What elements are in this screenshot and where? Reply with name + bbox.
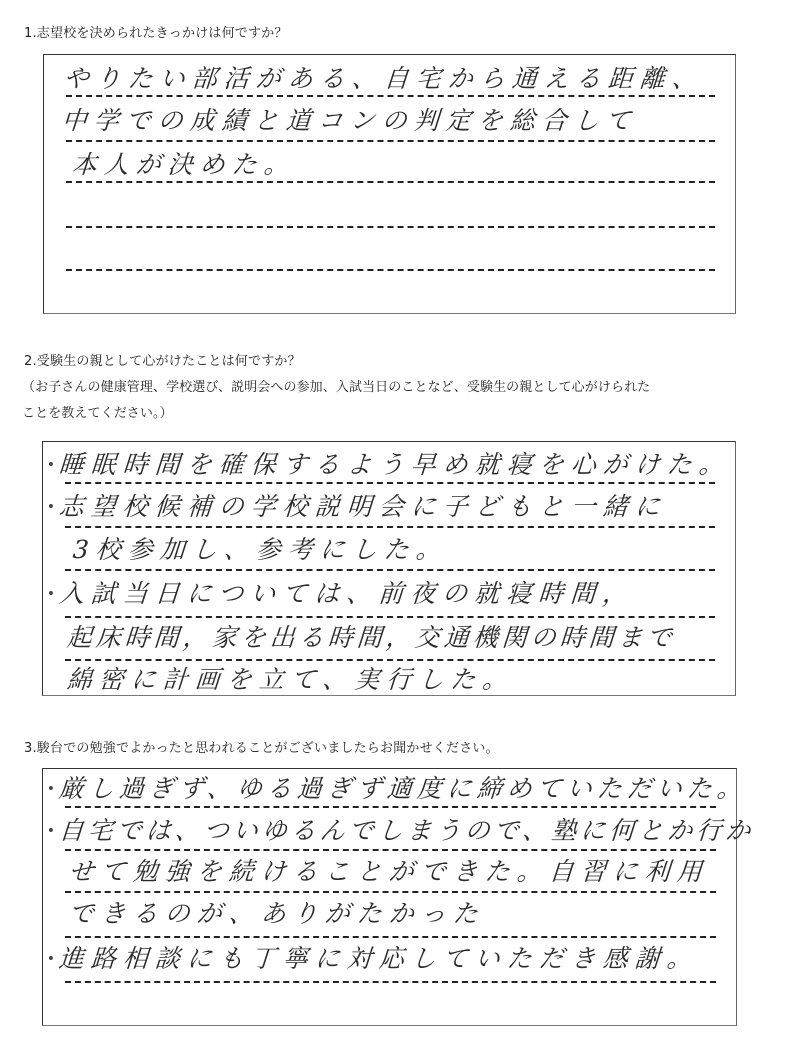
bullet-icon	[49, 504, 53, 508]
answer-3-line-5-text: 進路相談にも丁寧に対応していただき感謝。	[57, 944, 700, 973]
answer-box-3	[42, 768, 756, 1026]
dashed-rule	[65, 891, 716, 893]
answer-3-line-2-text: 自宅では、ついゆるんでしまうので、塾に何とか行か	[57, 816, 756, 845]
answer-box-2	[42, 441, 736, 696]
question-3-heading: 3.駿台での勉強でよかったと思われることがございましたらお聞かせください。	[24, 741, 499, 756]
answer-3-line-5	[48, 939, 701, 975]
answer-3-line-2	[48, 811, 756, 847]
dashed-rule	[66, 95, 715, 97]
bullet-icon	[49, 956, 53, 960]
answer-2-line-3: 3校参加し、参考にした。	[71, 535, 449, 564]
answer-3-line-4: できるのが、ありがたかった	[67, 899, 486, 928]
dashed-rule	[66, 181, 715, 183]
question-2-subtext-line-2: ことを教えてください。）	[22, 406, 173, 421]
dashed-rule	[65, 482, 715, 484]
dashed-rule	[66, 140, 715, 142]
question-2-subtext-line-1: （お子さんの健康管理、学校選び、説明会への参加、入試当日のことなど、受験生の親として心がけられた	[22, 380, 651, 395]
dashed-rule	[65, 981, 716, 983]
answer-1-line-3: 本人が決めた。	[70, 150, 297, 179]
answer-box-1	[43, 54, 736, 314]
dashed-rule	[65, 849, 716, 851]
bullet-icon	[49, 786, 53, 790]
bullet-icon	[49, 591, 53, 595]
answer-2-line-4-text: 入試当日については、前夜の就寝時間，	[57, 579, 636, 608]
answer-2-line-1-text: 睡眠時間を確保するよう早め就寝を心がけた。	[57, 450, 732, 479]
answer-3-line-3: せて勉強を続けることができた。自習に利用	[67, 857, 710, 886]
answer-3-line-1	[48, 769, 749, 805]
bullet-icon	[49, 828, 53, 832]
answer-2-line-2-text: 志望校候補の学校説明会に子どもと一緒に	[57, 492, 668, 521]
dashed-rule	[65, 569, 715, 571]
question-1-heading: 1.志望校を決められたきっかけは何ですか？	[24, 26, 288, 41]
bullet-icon	[49, 462, 53, 466]
dashed-rule	[66, 269, 715, 271]
dashed-rule	[65, 936, 716, 938]
answer-1-line-2: 中学での成績と道コンの判定を総合して	[60, 106, 639, 135]
answer-2-line-5: 起床時間，家を出る時間，交通機関の時間まで	[65, 623, 677, 652]
answer-2-line-4	[48, 574, 636, 610]
answer-2-line-2	[48, 487, 669, 523]
answer-2-line-6: 綿密に計画を立て、実行した。	[65, 665, 516, 694]
dashed-rule	[65, 806, 716, 808]
answer-1-line-1: やりたい部活がある、自宅から通える距離、	[62, 64, 705, 93]
question-2-heading: 2.受験生の親として心がけたことは何ですか？	[24, 354, 301, 369]
dashed-rule	[66, 226, 715, 228]
dashed-rule	[65, 526, 715, 528]
answer-3-line-1-text: 厳し過ぎず、ゆる過ぎず適度に締めていただいた。	[57, 774, 748, 803]
answer-2-line-1	[48, 445, 733, 481]
